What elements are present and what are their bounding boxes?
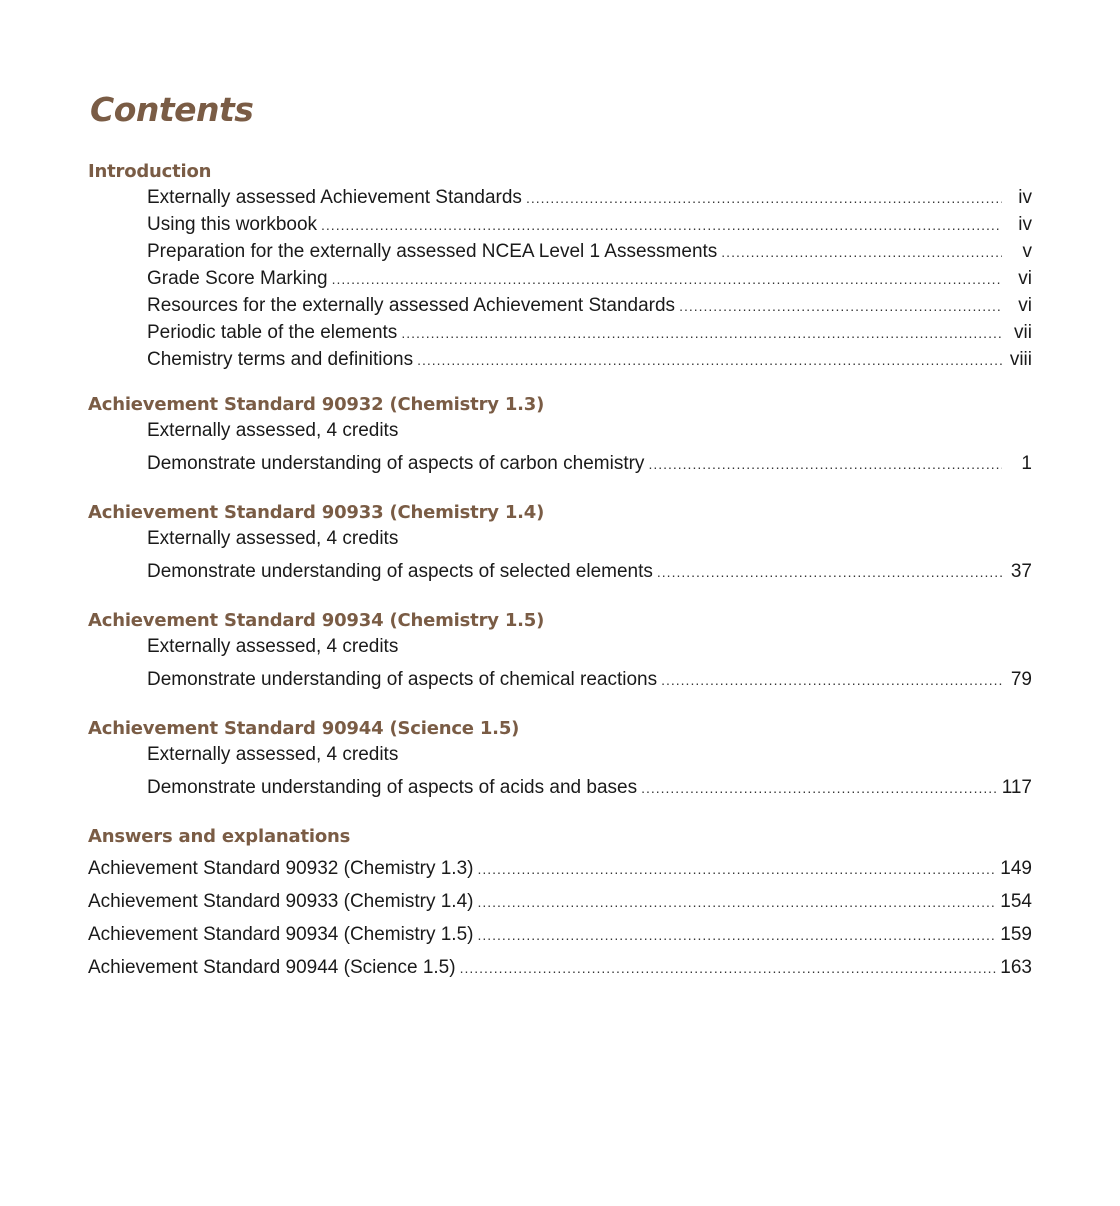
toc-entry-label: Achievement Standard 90933 (Chemistry 1.4)	[88, 891, 474, 912]
toc-entry[interactable]	[88, 774, 1032, 801]
toc-entry[interactable]	[88, 954, 1032, 981]
leader-dots	[657, 559, 1002, 586]
toc-entry[interactable]	[88, 292, 1032, 319]
toc-entry-label: Chemistry terms and definitions	[147, 349, 414, 370]
section-heading-introduction: Introduction	[88, 161, 212, 182]
toc-page-number: 163	[1000, 957, 1032, 978]
toc-entry[interactable]	[88, 921, 1032, 948]
toc-page-number: vi	[1018, 268, 1032, 289]
toc-page-number: 37	[1010, 561, 1032, 582]
toc-entry-label: Grade Score Marking	[147, 268, 328, 289]
leader-dots	[477, 922, 996, 949]
toc-entry[interactable]	[88, 346, 1032, 373]
section-heading-standard: Achievement Standard 90944 (Science 1.5)	[88, 718, 520, 739]
toc-page-number: 1	[1021, 453, 1032, 474]
leader-dots	[321, 212, 1002, 239]
page-title: Contents	[90, 90, 254, 129]
toc-entry-label: Demonstrate understanding of aspects of acids and bases	[147, 777, 638, 798]
contents-page	[88, 88, 1032, 981]
toc-entry[interactable]	[88, 184, 1032, 211]
toc-entry[interactable]	[88, 888, 1032, 915]
toc-page-number: 117	[1001, 777, 1032, 798]
toc-entry-label: Demonstrate understanding of aspects of selected elements	[147, 561, 653, 582]
toc-entry-label: Achievement Standard 90944 (Science 1.5)	[88, 957, 456, 978]
toc-entry[interactable]	[88, 558, 1032, 585]
toc-page-number: 159	[1000, 924, 1032, 945]
toc-entry[interactable]	[88, 238, 1032, 265]
toc-page-number: 79	[1010, 669, 1032, 690]
toc-entry[interactable]	[88, 265, 1032, 292]
leader-dots	[526, 185, 1002, 212]
toc-entry-label: Demonstrate understanding of aspects of chemical reactions	[147, 669, 658, 690]
toc-page-number: 149	[1000, 858, 1032, 879]
leader-dots	[641, 775, 998, 802]
toc-entry-label: Achievement Standard 90934 (Chemistry 1.5)	[88, 924, 474, 945]
section-heading-standard: Achievement Standard 90934 (Chemistry 1.5)	[88, 610, 545, 631]
toc-page-number: vi	[1018, 295, 1032, 316]
section-heading-answers: Answers and explanations	[88, 826, 351, 847]
toc-entry-label: Externally assessed Achievement Standards	[147, 187, 522, 208]
toc-page-number: 154	[1000, 891, 1032, 912]
toc-entry[interactable]	[88, 855, 1032, 882]
leader-dots	[721, 239, 1002, 266]
toc-page-number: iv	[1018, 214, 1032, 235]
credits-note: Externally assessed, 4 credits	[147, 744, 399, 765]
credits-note: Externally assessed, 4 credits	[147, 420, 399, 441]
leader-dots	[477, 889, 996, 916]
leader-dots	[460, 955, 997, 982]
leader-dots	[679, 293, 1002, 320]
toc-page-number: vii	[1014, 322, 1032, 343]
credits-note: Externally assessed, 4 credits	[147, 636, 399, 657]
toc-page-number: v	[1022, 241, 1032, 262]
toc-entry-label: Using this workbook	[147, 214, 318, 235]
leader-dots	[661, 667, 1002, 694]
toc-entry[interactable]	[88, 450, 1032, 477]
toc-entry[interactable]	[88, 319, 1032, 346]
toc-page-number: iv	[1018, 187, 1032, 208]
leader-dots	[648, 451, 1002, 478]
toc-page-number: viii	[1009, 349, 1032, 370]
toc-entry-label: Preparation for the externally assessed NCEA Level 1 Assessments	[147, 241, 718, 262]
leader-dots	[477, 856, 996, 883]
leader-dots	[417, 347, 1002, 374]
toc-entry-label: Resources for the externally assessed Achievement Standards	[147, 295, 676, 316]
leader-dots	[401, 320, 1002, 347]
toc-entry-label: Demonstrate understanding of aspects of carbon chemistry	[147, 453, 645, 474]
leader-dots	[332, 266, 1002, 293]
section-heading-standard: Achievement Standard 90932 (Chemistry 1.3)	[88, 394, 545, 415]
toc-entry[interactable]	[88, 666, 1032, 693]
toc-entry-label: Achievement Standard 90932 (Chemistry 1.3)	[88, 858, 474, 879]
credits-note: Externally assessed, 4 credits	[147, 528, 399, 549]
toc-entry[interactable]	[88, 211, 1032, 238]
section-heading-standard: Achievement Standard 90933 (Chemistry 1.4)	[88, 502, 545, 523]
toc-entry-label: Periodic table of the elements	[147, 322, 398, 343]
